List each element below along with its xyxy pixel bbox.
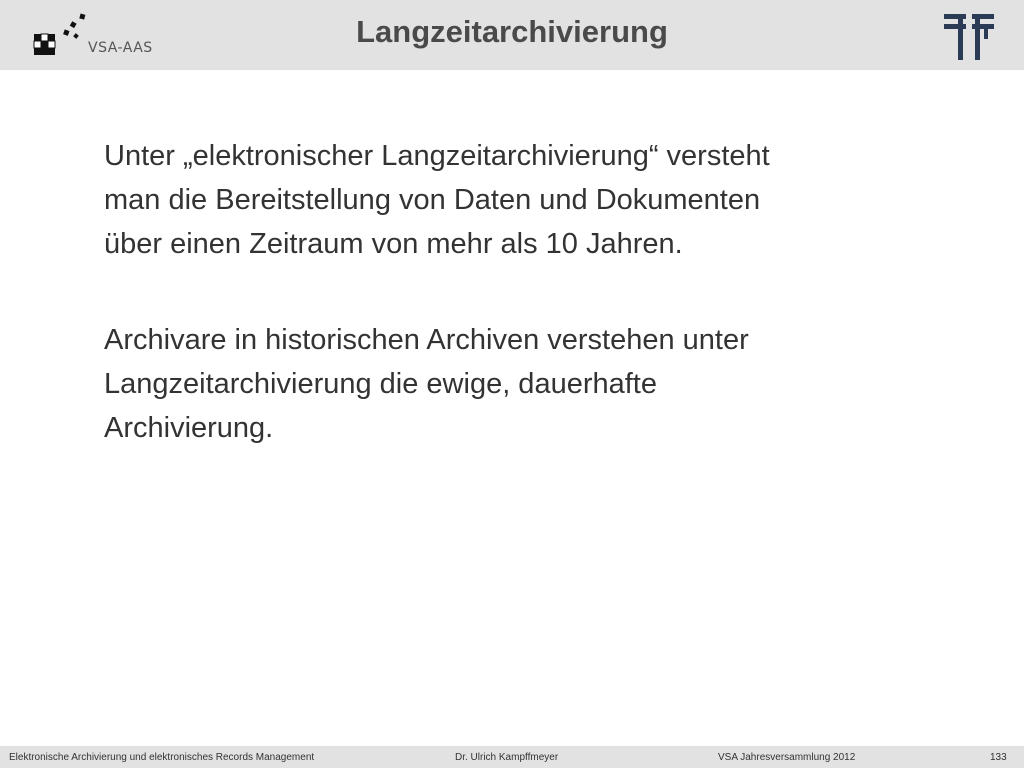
footer-course-title: Elektronische Archivierung und elektronisches Records Management bbox=[9, 752, 315, 763]
page-title: Langzeitarchivierung bbox=[356, 14, 668, 49]
ff-logo-icon bbox=[944, 14, 994, 60]
paragraph-archivists: Archivare in historischen Archiven verstehen unter Langzeitarchivierung die ewige, dauerhafte Archivierung. bbox=[104, 324, 749, 444]
page-number: 133 bbox=[990, 752, 1007, 763]
header-bar bbox=[0, 0, 1024, 70]
footer-bar bbox=[0, 746, 1024, 768]
logo-text: VSA-AAS bbox=[88, 40, 153, 56]
footer-author: Dr. Ulrich Kampffmeyer bbox=[455, 752, 559, 763]
slide-content bbox=[104, 134, 964, 502]
footer-event: VSA Jahresversammlung 2012 bbox=[718, 752, 856, 763]
paragraph-definition: Unter „elektronischer Langzeitarchivierung“ versteht man die Bereitstellung von Daten und Dokumenten über einen Zeitraum von mehr als 10 Jahren. bbox=[104, 140, 770, 260]
